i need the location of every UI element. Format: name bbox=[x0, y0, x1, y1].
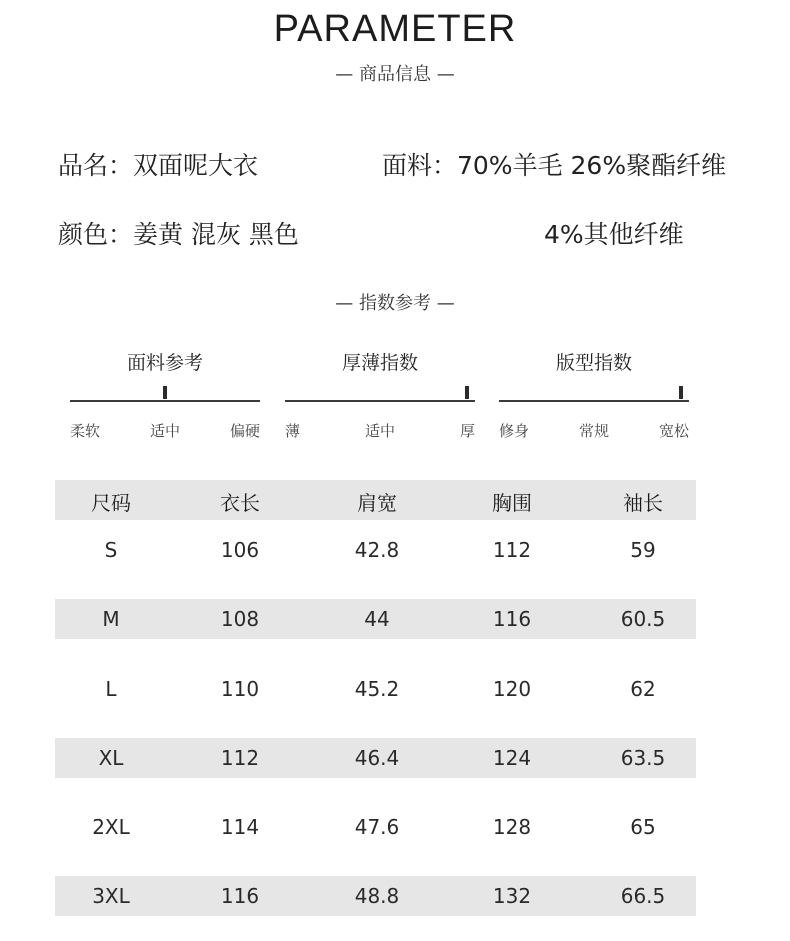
product-name: 品名：双面呢大衣 bbox=[58, 151, 259, 180]
table-cell: 47.6 bbox=[354, 815, 400, 839]
table-cell: 124 bbox=[492, 746, 532, 770]
scale-track-3 bbox=[499, 400, 689, 402]
table-cell: 63.5 bbox=[620, 746, 666, 770]
scale-track-2 bbox=[285, 400, 475, 402]
table-cell: 120 bbox=[492, 677, 532, 701]
table-cell: 59 bbox=[630, 538, 656, 562]
table-cell: 112 bbox=[220, 746, 260, 770]
scale-tick-label: 宽松 bbox=[658, 422, 689, 440]
size-label-cell: M bbox=[102, 607, 120, 631]
table-cell: 114 bbox=[220, 815, 260, 839]
table-cell: 66.5 bbox=[620, 884, 666, 908]
table-cell: 62 bbox=[630, 677, 656, 701]
table-header-cell: 袖长 bbox=[623, 491, 663, 515]
scale-tick-label: 适中 bbox=[149, 422, 180, 440]
table-cell: 132 bbox=[492, 884, 532, 908]
size-label-cell: S bbox=[104, 538, 118, 562]
table-cell: 48.8 bbox=[354, 884, 400, 908]
size-label-cell: XL bbox=[98, 746, 124, 770]
scale-marker-3 bbox=[679, 386, 683, 399]
scale-marker-2 bbox=[465, 386, 469, 399]
scale-tick-label: 适中 bbox=[364, 422, 395, 440]
table-cell: 65 bbox=[630, 815, 656, 839]
size-label-cell: 2XL bbox=[92, 815, 130, 839]
scale-tick-label: 厚 bbox=[459, 422, 475, 440]
scale-track-1 bbox=[70, 400, 260, 402]
table-cell: 128 bbox=[492, 815, 532, 839]
scale-tick-label: 薄 bbox=[285, 422, 301, 440]
size-label-cell: L bbox=[105, 677, 117, 701]
index-reference-label: — 指数参考 — bbox=[335, 293, 455, 314]
table-header-cell: 肩宽 bbox=[357, 491, 397, 515]
table-cell: 45.2 bbox=[354, 677, 400, 701]
fabric-composition-continued: 4%其他纤维 bbox=[544, 220, 684, 249]
scale-tick-label: 常规 bbox=[578, 422, 609, 440]
table-header-cell: 衣长 bbox=[220, 491, 260, 515]
product-colors: 颜色：姜黄 混灰 黑色 bbox=[58, 220, 299, 249]
table-cell: 42.8 bbox=[354, 538, 400, 562]
scale-title-1: 面料参考 bbox=[126, 352, 203, 374]
scale-tick-label: 偏硬 bbox=[229, 422, 260, 440]
table-cell: 60.5 bbox=[620, 607, 666, 631]
page-title: PARAMETER bbox=[273, 8, 517, 50]
scale-tick-label: 柔软 bbox=[70, 422, 101, 440]
table-cell: 116 bbox=[220, 884, 260, 908]
product-info-subtitle: — 商品信息 — bbox=[335, 64, 455, 85]
table-cell: 106 bbox=[220, 538, 260, 562]
table-cell: 108 bbox=[220, 607, 260, 631]
scale-marker-1 bbox=[163, 386, 167, 399]
scale-title-3: 版型指数 bbox=[555, 352, 632, 374]
table-header-cell: 胸围 bbox=[492, 491, 532, 515]
scale-tick-label: 修身 bbox=[499, 422, 530, 440]
table-cell: 112 bbox=[492, 538, 532, 562]
table-cell: 46.4 bbox=[354, 746, 400, 770]
scale-title-2: 厚薄指数 bbox=[341, 352, 418, 374]
fabric-composition: 面料：70%羊毛 26%聚酯纤维 bbox=[382, 151, 727, 180]
table-cell: 110 bbox=[220, 677, 260, 701]
size-label-cell: 3XL bbox=[92, 884, 130, 908]
table-header-cell: 尺码 bbox=[91, 491, 131, 515]
table-cell: 116 bbox=[492, 607, 532, 631]
table-cell: 44 bbox=[364, 607, 390, 631]
